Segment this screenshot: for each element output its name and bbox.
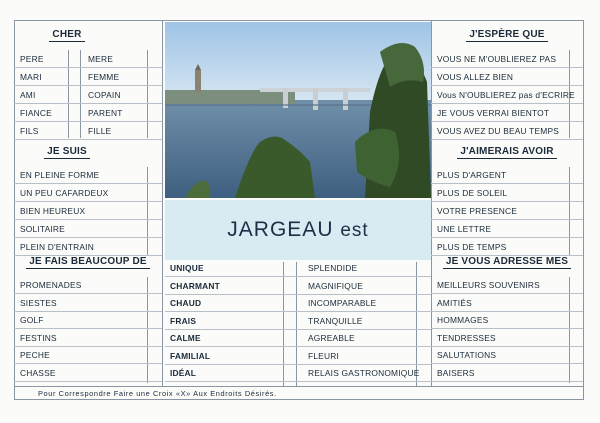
- jaimerais-item: UNE LETTRE: [437, 224, 492, 234]
- je-fais-row-line: [14, 346, 162, 347]
- jaimerais-row-line: [431, 237, 583, 238]
- jaimerais-row-line: [431, 183, 583, 184]
- cher-right-item: FEMME: [88, 72, 120, 82]
- cher-left-row-line: [14, 139, 162, 140]
- jaimerais-header: J'AIMERAIS AVOIR: [431, 146, 583, 157]
- town-title: [227, 218, 368, 242]
- je-fais-header: JE FAIS BEAUCOUP DE: [14, 256, 162, 267]
- river-bridge-image: [165, 22, 431, 198]
- adj-left-box: [283, 262, 284, 386]
- je-fais-item: FESTINS: [20, 332, 57, 343]
- adjective-left-row-line: [165, 381, 431, 382]
- cher-left-item: MARI: [20, 72, 42, 82]
- adjective-left-item: FRAIS: [170, 315, 197, 326]
- adjective-left-row-line: [165, 276, 431, 277]
- je-suis-row-line: [14, 219, 162, 220]
- cher-right-item: MERE: [88, 54, 113, 64]
- jespere-row-line: [431, 103, 583, 104]
- frame-right: [583, 20, 584, 400]
- footer-instructions: Pour Correspondre Faire une Croix «X» Aux Endroits Désirés.: [38, 389, 277, 398]
- adresse-row-line: [431, 293, 583, 294]
- adresse-row-line: [431, 363, 583, 364]
- je-fais-row-line: [14, 293, 162, 294]
- col-divider-right: [431, 20, 432, 386]
- adresse-row-line: [431, 311, 583, 312]
- cher-left-item: AMI: [20, 90, 36, 100]
- cher-left-item: PERE: [20, 54, 44, 64]
- jaimerais-row-line: [431, 201, 583, 202]
- cher-box-left: [68, 50, 69, 138]
- jespere-row-line: [431, 139, 583, 140]
- je-fais-item: SIESTES: [20, 297, 57, 308]
- je-suis-row-line: [14, 183, 162, 184]
- adjective-right-item: MAGNIFIQUE: [308, 280, 364, 291]
- jaimerais-box-right: [569, 167, 570, 255]
- town-name: JARGEAU: [227, 218, 334, 241]
- je-suis-item: BIEN HEUREUX: [20, 206, 86, 216]
- adresse-item: HOMMAGES: [437, 315, 489, 325]
- adjective-right-item: SPLENDIDE: [308, 263, 358, 273]
- je-suis-item: UN PEU CAFARDEUX: [20, 188, 109, 198]
- je-suis-row-line: [14, 201, 162, 202]
- je-fais-item: CHASSE: [20, 367, 56, 378]
- adjective-left-item: CALME: [170, 333, 201, 343]
- adresse-item: AMITIÉS: [437, 297, 472, 308]
- col-divider-left: [162, 20, 163, 386]
- je-fais-item: PECHE: [20, 350, 50, 360]
- je-fais-row-line: [14, 381, 162, 382]
- cher-header: CHER: [14, 29, 120, 40]
- cher-left-row-line: [14, 103, 162, 104]
- je-fais-row-line: [14, 363, 162, 364]
- je-fais-item: GOLF: [20, 315, 44, 325]
- jespere-item: JE VOUS VERRAI BIENTOT: [437, 108, 550, 118]
- adjective-left-item: CHARMANT: [170, 280, 220, 291]
- je-fais-item: PROMENADES: [20, 280, 82, 290]
- adjective-right-item: FLEURI: [308, 350, 339, 361]
- adjective-left-row-line: [165, 364, 431, 365]
- je-suis-header: JE SUIS: [14, 146, 120, 157]
- je-suis-item: EN PLEINE FORME: [20, 170, 100, 180]
- cher-right-item: COPAIN: [88, 90, 121, 100]
- jespere-row-line: [431, 85, 583, 86]
- cher-left-item: FIANCE: [20, 108, 52, 118]
- adresse-row-line: [431, 328, 583, 329]
- jespere-item: VOUS NE M'OUBLIEREZ PAS: [437, 54, 557, 64]
- adj-divider: [296, 262, 297, 386]
- adjective-left-item: IDÉAL: [170, 368, 197, 378]
- adjective-right-item: AGREABLE: [308, 333, 355, 343]
- adresse-row-line: [431, 346, 583, 347]
- cher-left-row-line: [14, 67, 162, 68]
- title-verb: est: [340, 220, 369, 241]
- adjective-left-row-line: [165, 346, 431, 347]
- cher-mid-divider: [80, 50, 81, 138]
- jespere-item: VOUS ALLEZ BIEN: [437, 72, 514, 82]
- jaimerais-item: PLUS DE SOLEIL: [437, 188, 508, 198]
- adresse-item: TENDRESSES: [437, 332, 496, 343]
- je-fais-row-line: [14, 328, 162, 329]
- frame-bottom: [14, 399, 584, 400]
- je-suis-box-right: [147, 167, 148, 255]
- adjective-right-item: INCOMPARABLE: [308, 298, 377, 308]
- adjective-right-item: TRANQUILLE: [308, 315, 363, 326]
- adjective-left-row-line: [165, 311, 431, 312]
- adjective-left-row-line: [165, 294, 431, 295]
- jespere-header: J'ESPÈRE QUE: [431, 29, 583, 40]
- jaimerais-item: PLUS DE TEMPS: [437, 242, 507, 252]
- jespere-item: VOUS AVEZ DU BEAU TEMPS: [437, 126, 560, 136]
- adresse-header: JE VOUS ADRESSE MES: [431, 256, 583, 267]
- adresse-item: MEILLEURS SOUVENIRS: [437, 280, 540, 290]
- jespere-item: Vous N'OUBLIEREZ pas d'ECRIRE: [437, 90, 575, 100]
- adresse-item: SALUTATIONS: [437, 350, 497, 360]
- adjective-left-row-line: [165, 329, 431, 330]
- cher-right-item: FILLE: [88, 126, 112, 136]
- cher-box-right: [147, 50, 148, 138]
- adresse-item: BAISERS: [437, 367, 475, 378]
- frame-left: [14, 20, 15, 400]
- jespere-row-line: [431, 121, 583, 122]
- footer-divider: [14, 386, 584, 387]
- je-suis-row-line: [14, 237, 162, 238]
- adjective-right-item: RELAIS GASTRONOMIQUE: [308, 368, 420, 378]
- jaimerais-item: PLUS D'ARGENT: [437, 170, 507, 180]
- je-suis-item: PLEIN D'ENTRAIN: [20, 242, 94, 252]
- cher-left-row-line: [14, 121, 162, 122]
- jaimerais-row-line: [431, 219, 583, 220]
- adjective-left-item: CHAUD: [170, 298, 202, 308]
- frame-top: [14, 20, 584, 21]
- cher-right-item: PARENT: [88, 108, 123, 118]
- cher-left-row-line: [14, 85, 162, 86]
- adjective-left-item: FAMILIAL: [170, 350, 211, 361]
- je-fais-row-line: [14, 311, 162, 312]
- adresse-row-line: [431, 381, 583, 382]
- title-banner: [165, 200, 431, 260]
- jespere-row-line: [431, 67, 583, 68]
- adjective-left-item: UNIQUE: [170, 263, 204, 273]
- je-suis-item: SOLITAIRE: [20, 224, 65, 234]
- cher-left-item: FILS: [20, 126, 39, 136]
- jaimerais-item: VOTRE PRESENCE: [437, 206, 518, 216]
- town-photo: [165, 22, 431, 198]
